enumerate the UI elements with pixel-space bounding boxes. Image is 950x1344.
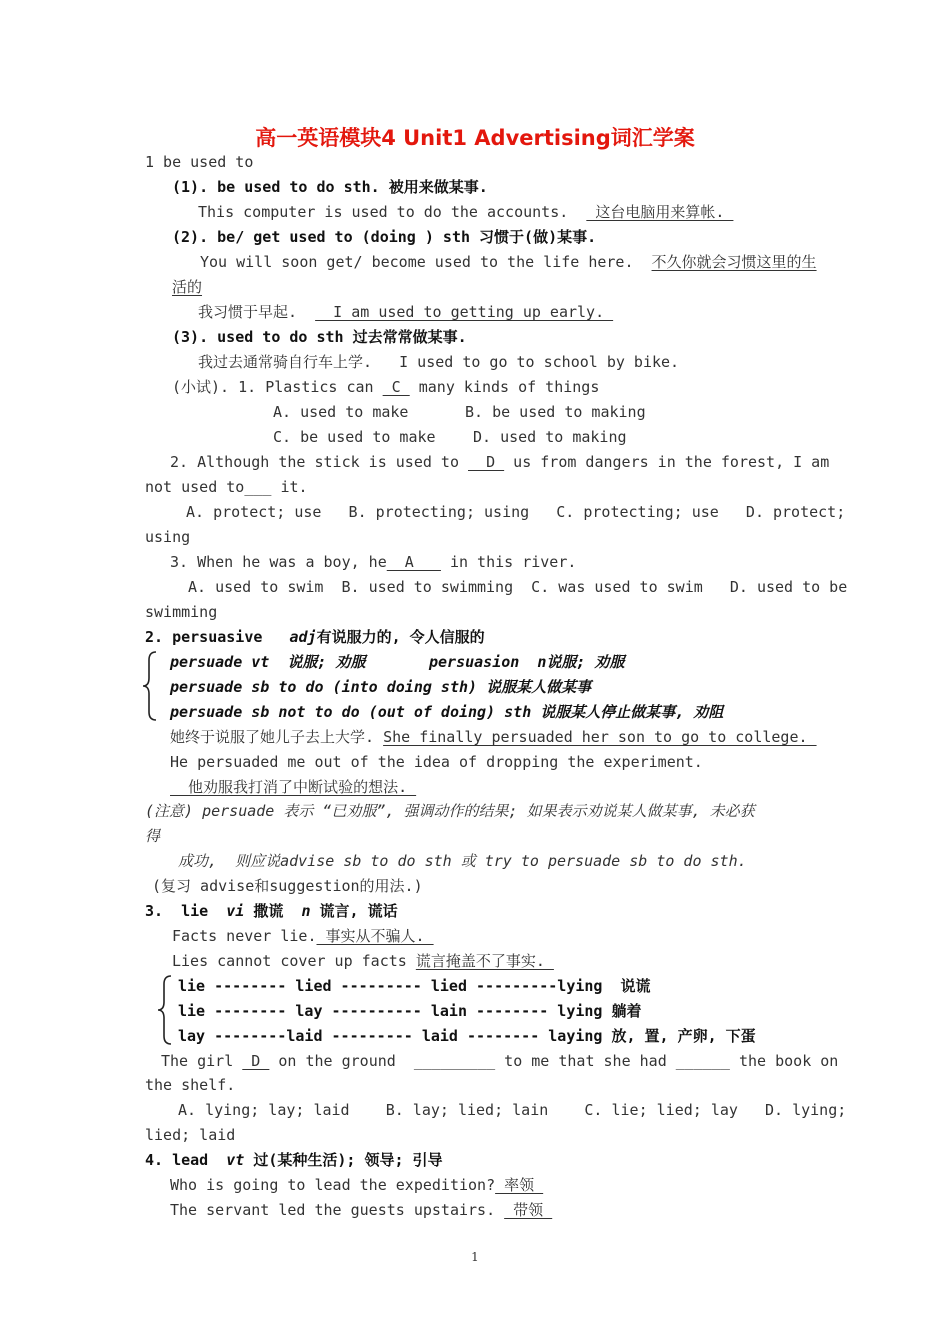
- quiz-3-options: A. used to swim B. used to swimming C. was used to swim D. used to be: [188, 578, 848, 596]
- lead-example-1: Who is going to lead the expedition? 率领: [170, 1176, 544, 1194]
- page-title: 高一英语模块4 Unit1 Advertising词汇学案: [255, 126, 695, 150]
- quiz-1-option-c: C. be used to make: [273, 428, 436, 446]
- quiz-answer: C: [382, 378, 410, 396]
- usage-3-example: 我过去通常骑自行车上学. I used to go to school by bike.: [198, 353, 680, 371]
- answer-underlined: 谎言掩盖不了事实.: [415, 952, 554, 970]
- lie-quiz-options: A. lying; lay; laid B. lay; lied; lain C. lie; lied; lay D. lying;: [178, 1101, 847, 1119]
- note-line-3: 成功, 则应说advise sb to do sth 或 try to persuade sb to do sth.: [178, 852, 747, 870]
- note-line-1: (注意) persuade 表示 “已劝服”, 强调动作的结果; 如果表示劝说某人做某事, 未必获: [145, 802, 755, 820]
- persuade-example-2-answer: 他劝服我打消了中断试验的想法.: [170, 778, 417, 796]
- lay-forms: lay --------laid --------- laid -------- laying 放, 置, 产卵, 下蛋: [178, 1027, 756, 1045]
- persuade-example-1: 她终于说服了她儿子去上大学. She finally persuaded her son to go to college.: [170, 728, 817, 746]
- note-line-2: 得: [145, 827, 161, 845]
- brace-icon: [141, 650, 159, 722]
- usage-1: (1). be used to do sth. 被用来做某事.: [172, 178, 488, 196]
- answer-underlined: 事实从不骗人.: [316, 927, 434, 945]
- answer-underlined: 活的: [172, 278, 203, 296]
- lead-example-2: The servant led the guests upstairs. 带领: [170, 1201, 553, 1219]
- lie-quiz-options-cont: lied; laid: [145, 1126, 236, 1144]
- usage-2-example: [200, 252, 817, 272]
- lie-forms-2: lie -------- lay ---------- lain -------- lying 躺着: [178, 1002, 642, 1020]
- quiz-1-question: (小试). 1. Plastics can C many kinds of things: [172, 378, 600, 396]
- usage-2-example-2: [198, 302, 613, 322]
- example-text: You will soon get/ become used to the life here.: [200, 253, 634, 271]
- lie-example-2: Lies cannot cover up facts 谎言掩盖不了事实.: [172, 952, 554, 970]
- answer-underlined: 带领: [504, 1201, 553, 1219]
- section-2-heading: 2. persuasive adj有说服力的, 令人信服的: [145, 628, 485, 646]
- lie-forms-1: lie -------- lied --------- lied ---------lying 说谎: [178, 977, 651, 995]
- quiz-1-option-b: B. be used to making: [465, 403, 646, 421]
- example-text: 我习惯于早起.: [198, 303, 298, 321]
- answer-underlined: 不久你就会习惯这里的生: [651, 253, 817, 271]
- quiz-1-option-d: D. used to making: [473, 428, 627, 446]
- lie-quiz-question-cont: the shelf.: [145, 1076, 236, 1094]
- answer-underlined: 率领: [495, 1176, 544, 1194]
- quiz-3-question: 3. When he was a boy, he A in this river.: [170, 553, 577, 571]
- quiz-2-question-cont: not used to___ it.: [145, 478, 308, 496]
- word-forms-1b: persuasion n说服; 劝服: [429, 653, 625, 671]
- quiz-2-options: A. protect; use B. protecting; using C. protecting; use D. protect;: [186, 503, 846, 521]
- quiz-answer: D: [468, 453, 505, 471]
- section-3-heading: 3. lie vi 撒谎 n 谎言, 谎话: [145, 902, 398, 920]
- section-1-heading: 1 be used to: [145, 153, 254, 171]
- usage-2: (2). be/ get used to (doing ) sth 习惯于(做)某事.: [172, 228, 597, 246]
- answer-underlined: 这台电脑用来算帐.: [586, 203, 734, 221]
- review-note: (复习 advise和suggestion的用法.): [152, 877, 423, 895]
- quiz-2-options-cont: using: [145, 528, 191, 546]
- persuade-example-2: He persuaded me out of the idea of dropping the experiment.: [170, 753, 703, 771]
- word-forms-1: persuade vt 说服; 劝服: [170, 653, 366, 671]
- page-number: 1: [471, 1250, 479, 1264]
- quiz-2-question: 2. Although the stick is used to D us from dangers in the forest, I am: [170, 453, 830, 471]
- quiz-answer: D: [242, 1052, 270, 1070]
- section-4-heading: 4. lead vt 过(某种生活); 领导; 引导: [145, 1151, 443, 1169]
- quiz-1-option-a: A. used to make: [273, 403, 409, 421]
- brace-icon: [156, 974, 174, 1046]
- usage-1-example: [198, 202, 733, 222]
- answer-underlined: I am used to getting up early.: [315, 303, 614, 321]
- quiz-3-options-cont: swimming: [145, 603, 218, 621]
- quiz-answer: A: [386, 553, 441, 571]
- lie-quiz-question: The girl D on the ground _________ to me that she had ______ the book on: [161, 1052, 839, 1070]
- lie-example-1: Facts never lie. 事实从不骗人.: [172, 927, 434, 945]
- word-forms-3: persuade sb not to do (out of doing) sth 说服某人停止做某事, 劝阻: [170, 703, 724, 721]
- usage-3: (3). used to do sth 过去常常做某事.: [172, 328, 467, 346]
- example-text: This computer is used to do the accounts.: [198, 203, 569, 221]
- word-forms-2: persuade sb to do (into doing sth) 说服某人做某事: [170, 678, 592, 696]
- answer-underlined: She finally persuaded her son to go to college.: [383, 728, 817, 746]
- usage-2-example-cont: [172, 277, 202, 297]
